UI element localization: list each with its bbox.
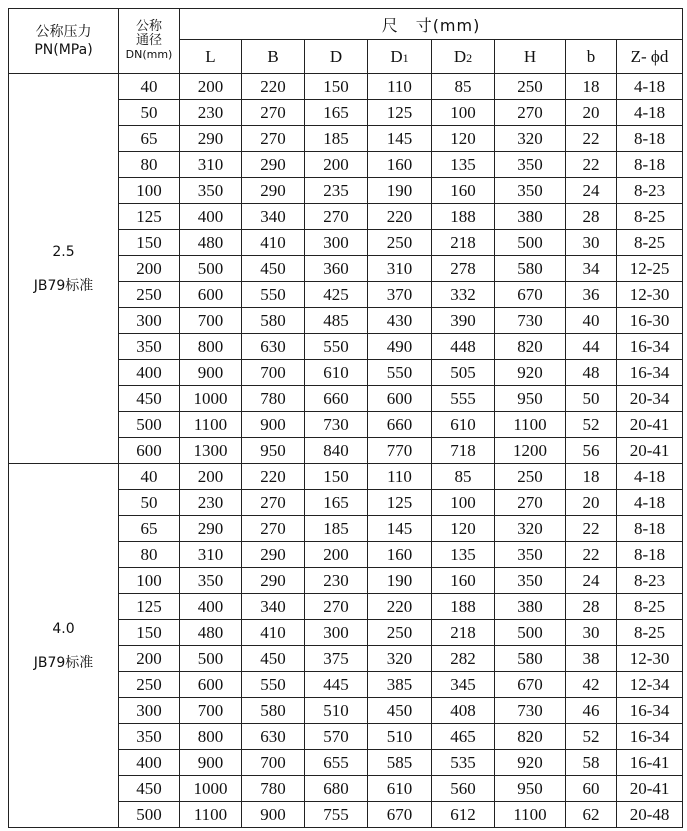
dimension-cell: 185 — [305, 516, 368, 542]
dn-cell: 50 — [119, 100, 180, 126]
dimension-cell: 600 — [368, 386, 432, 412]
dimension-cell: 485 — [305, 308, 368, 334]
dimension-cell: 655 — [305, 750, 368, 776]
dimension-cell: 36 — [566, 282, 617, 308]
subscript: 1 — [402, 50, 409, 65]
dimension-cell: 125 — [368, 100, 432, 126]
dimension-cell: 282 — [432, 646, 495, 672]
dimension-cell: 350 — [495, 542, 566, 568]
dimension-cell: 8-23 — [617, 568, 683, 594]
dimension-cell: 270 — [495, 490, 566, 516]
dimension-cell: 630 — [242, 724, 305, 750]
dimension-cell: 370 — [368, 282, 432, 308]
dimension-cell: 165 — [305, 490, 368, 516]
dimension-cell: 510 — [368, 724, 432, 750]
dimension-cell: 670 — [495, 282, 566, 308]
dimension-cell: 1300 — [180, 438, 242, 464]
dimension-cell: 1100 — [495, 802, 566, 828]
standard-label: JB79标准 — [33, 654, 94, 671]
dimension-cell: 160 — [368, 152, 432, 178]
dimension-cell: 4-18 — [617, 100, 683, 126]
dimension-cell: 350 — [495, 178, 566, 204]
dimension-cell: 410 — [242, 230, 305, 256]
dimension-cell: 22 — [566, 542, 617, 568]
table-body — [9, 74, 683, 828]
dn-cell: 450 — [119, 776, 180, 802]
dimension-cell: 200 — [180, 464, 242, 490]
dimension-cell: 8-25 — [617, 204, 683, 230]
dimension-cell: 580 — [495, 256, 566, 282]
dimension-cell: 320 — [368, 646, 432, 672]
dn-cell: 200 — [119, 256, 180, 282]
dimension-cell: 220 — [368, 204, 432, 230]
dn-cell: 400 — [119, 360, 180, 386]
dimension-cell: 290 — [242, 542, 305, 568]
dimension-cell: 270 — [242, 126, 305, 152]
dimension-cell: 550 — [368, 360, 432, 386]
dimension-cell: 550 — [242, 282, 305, 308]
dn-cell: 40 — [119, 464, 180, 490]
size-header: 尺 寸(mm) — [180, 9, 683, 40]
dimension-cell: 185 — [305, 126, 368, 152]
dimension-cell: 270 — [305, 204, 368, 230]
dimension-cell: 950 — [495, 776, 566, 802]
dimension-cell: 900 — [242, 412, 305, 438]
dimension-cell: 16-34 — [617, 724, 683, 750]
dimension-cell: 220 — [242, 74, 305, 100]
dn-cell: 150 — [119, 230, 180, 256]
dimension-cell: 24 — [566, 178, 617, 204]
dimension-cell: 730 — [495, 308, 566, 334]
dimension-cell: 16-34 — [617, 360, 683, 386]
dimension-cell: 46 — [566, 698, 617, 724]
dimension-cell: 16-34 — [617, 698, 683, 724]
dimension-cell: 820 — [495, 334, 566, 360]
dimension-cell: 56 — [566, 438, 617, 464]
dn-cell: 125 — [119, 594, 180, 620]
dn-cell: 80 — [119, 152, 180, 178]
dimension-cell: 1200 — [495, 438, 566, 464]
dimension-cell: 670 — [368, 802, 432, 828]
diameter-label-2: 通径 — [135, 33, 162, 48]
dimension-cell: 500 — [180, 256, 242, 282]
dimension-cell: 22 — [566, 126, 617, 152]
dimension-cell: 100 — [432, 490, 495, 516]
dimension-cell: 270 — [495, 100, 566, 126]
dimension-cell: 300 — [305, 230, 368, 256]
dimension-cell: 8-25 — [617, 230, 683, 256]
dimension-cell: 85 — [432, 74, 495, 100]
dimension-cell: 235 — [305, 178, 368, 204]
dimension-cell: 12-30 — [617, 646, 683, 672]
dimension-cell: 20-48 — [617, 802, 683, 828]
dimension-cell: 230 — [180, 490, 242, 516]
dimension-cell: 448 — [432, 334, 495, 360]
dimension-cell: 580 — [242, 698, 305, 724]
dimension-cell: 660 — [305, 386, 368, 412]
dimension-cell: 62 — [566, 802, 617, 828]
pressure-label: 公称压力 — [35, 24, 92, 40]
dimension-cell: 18 — [566, 464, 617, 490]
dimension-cell: 450 — [242, 646, 305, 672]
dimension-cell: 375 — [305, 646, 368, 672]
dimension-cell: 270 — [242, 100, 305, 126]
col-header-H: H — [495, 40, 566, 74]
dimension-cell: 28 — [566, 204, 617, 230]
dimension-cell: 230 — [180, 100, 242, 126]
dimension-cell: 4-18 — [617, 74, 683, 100]
dimension-cell: 500 — [495, 620, 566, 646]
dimension-cell: 920 — [495, 360, 566, 386]
dimension-cell: 24 — [566, 568, 617, 594]
dimension-cell: 310 — [180, 542, 242, 568]
dn-cell: 200 — [119, 646, 180, 672]
dimension-cell: 22 — [566, 516, 617, 542]
dimension-cell: 920 — [495, 750, 566, 776]
dimension-cell: 16-34 — [617, 334, 683, 360]
dimension-cell: 410 — [242, 620, 305, 646]
dn-cell: 450 — [119, 386, 180, 412]
dimension-cell: 700 — [180, 308, 242, 334]
dimension-cell: 12-25 — [617, 256, 683, 282]
dimension-cell: 480 — [180, 620, 242, 646]
dimension-cell: 250 — [368, 230, 432, 256]
dimension-cell: 490 — [368, 334, 432, 360]
pressure-group-cell — [9, 74, 119, 464]
dimension-cell: 610 — [432, 412, 495, 438]
dimension-cell: 160 — [368, 542, 432, 568]
dimension-cell: 800 — [180, 334, 242, 360]
dimension-cell: 52 — [566, 724, 617, 750]
dimension-cell: 220 — [368, 594, 432, 620]
dimension-cell: 34 — [566, 256, 617, 282]
dn-cell: 500 — [119, 412, 180, 438]
dimension-cell: 145 — [368, 516, 432, 542]
dimension-cell: 4-18 — [617, 464, 683, 490]
dimension-cell: 700 — [180, 698, 242, 724]
dimension-cell: 445 — [305, 672, 368, 698]
dimension-cell: 600 — [180, 672, 242, 698]
dimension-cell: 165 — [305, 100, 368, 126]
dimension-cell: 730 — [495, 698, 566, 724]
dimension-cell: 270 — [242, 490, 305, 516]
dimension-cell: 8-18 — [617, 126, 683, 152]
dimension-cell: 160 — [432, 178, 495, 204]
dimension-cell: 900 — [242, 802, 305, 828]
dimension-cell: 218 — [432, 620, 495, 646]
dimension-cell: 120 — [432, 126, 495, 152]
dimension-cell: 400 — [180, 204, 242, 230]
dimension-cell: 450 — [242, 256, 305, 282]
dimension-cell: 380 — [495, 594, 566, 620]
dimension-cell: 100 — [432, 100, 495, 126]
dimension-cell: 670 — [495, 672, 566, 698]
dn-cell: 500 — [119, 802, 180, 828]
dimension-cell: 20-41 — [617, 412, 683, 438]
dimension-cell: 22 — [566, 152, 617, 178]
dimension-cell: 780 — [242, 386, 305, 412]
dimension-cell: 340 — [242, 204, 305, 230]
dimension-cell: 345 — [432, 672, 495, 698]
dn-cell: 65 — [119, 516, 180, 542]
dimension-cell: 840 — [305, 438, 368, 464]
dimension-cell: 4-18 — [617, 490, 683, 516]
dn-cell: 600 — [119, 438, 180, 464]
dimension-cell: 120 — [432, 516, 495, 542]
dimension-cell: 30 — [566, 620, 617, 646]
dimension-cell: 200 — [305, 152, 368, 178]
dimension-cell: 250 — [368, 620, 432, 646]
dimension-cell: 110 — [368, 464, 432, 490]
dimension-cell: 135 — [432, 542, 495, 568]
dimension-cell: 160 — [432, 568, 495, 594]
dimension-cell: 16-41 — [617, 750, 683, 776]
dimension-cell: 350 — [180, 568, 242, 594]
dimension-cell: 230 — [305, 568, 368, 594]
dimension-cell: 585 — [368, 750, 432, 776]
dimension-cell: 60 — [566, 776, 617, 802]
dimension-cell: 350 — [495, 152, 566, 178]
pressure-value: 2.5 — [52, 243, 75, 260]
dimension-cell: 950 — [242, 438, 305, 464]
dimension-cell: 580 — [242, 308, 305, 334]
dimension-cell: 755 — [305, 802, 368, 828]
dimension-cell: 610 — [368, 776, 432, 802]
dimension-cell: 380 — [495, 204, 566, 230]
dimension-cell: 150 — [305, 464, 368, 490]
dimension-cell: 505 — [432, 360, 495, 386]
dimension-cell: 310 — [368, 256, 432, 282]
dimension-cell: 290 — [180, 126, 242, 152]
col-header-b: b — [566, 40, 617, 74]
dimension-cell: 580 — [495, 646, 566, 672]
dimension-cell: 340 — [242, 594, 305, 620]
dimension-cell: 125 — [368, 490, 432, 516]
dimension-cell: 42 — [566, 672, 617, 698]
dimension-cell: 44 — [566, 334, 617, 360]
dimension-cell: 8-18 — [617, 516, 683, 542]
dimension-cell: 20 — [566, 100, 617, 126]
dimension-cell: 465 — [432, 724, 495, 750]
dimension-cell: 350 — [180, 178, 242, 204]
dimension-cell: 278 — [432, 256, 495, 282]
dimension-cell: 20-41 — [617, 438, 683, 464]
dn-cell: 300 — [119, 308, 180, 334]
dn-cell: 300 — [119, 698, 180, 724]
dimension-cell: 500 — [495, 230, 566, 256]
dimension-cell: 480 — [180, 230, 242, 256]
dimension-cell: 510 — [305, 698, 368, 724]
dimension-cell: 430 — [368, 308, 432, 334]
dimension-cell: 38 — [566, 646, 617, 672]
dn-cell: 250 — [119, 282, 180, 308]
dimension-cell: 535 — [432, 750, 495, 776]
dimension-cell: 250 — [495, 74, 566, 100]
pressure-header — [9, 9, 119, 74]
col-header-D: D — [305, 40, 368, 74]
diameter-header — [119, 9, 180, 74]
dimension-cell: 290 — [242, 568, 305, 594]
dimension-cell: 360 — [305, 256, 368, 282]
pressure-group-cell — [9, 464, 119, 828]
dn-cell: 40 — [119, 74, 180, 100]
col-header-D2 — [432, 40, 495, 74]
dimension-cell: 220 — [242, 464, 305, 490]
standard-label: JB79标准 — [33, 277, 94, 294]
col-header-B: B — [242, 40, 305, 74]
dimension-cell: 385 — [368, 672, 432, 698]
dimension-cell: 8-25 — [617, 594, 683, 620]
dn-cell: 125 — [119, 204, 180, 230]
dimension-cell: 20-41 — [617, 776, 683, 802]
col-header-D1 — [368, 40, 432, 74]
dimension-cell: 20-34 — [617, 386, 683, 412]
dimension-cell: 425 — [305, 282, 368, 308]
dimension-cell: 408 — [432, 698, 495, 724]
dimension-cell: 8-18 — [617, 542, 683, 568]
dimension-cell: 290 — [242, 178, 305, 204]
dimension-cell: 12-34 — [617, 672, 683, 698]
dimension-cell: 570 — [305, 724, 368, 750]
dimension-cell: 800 — [180, 724, 242, 750]
dimension-cell: 630 — [242, 334, 305, 360]
dimension-cell: 28 — [566, 594, 617, 620]
dimension-cell: 190 — [368, 178, 432, 204]
dimension-cell: 270 — [305, 594, 368, 620]
col-header-holes: Z- ϕd — [617, 40, 683, 74]
dimension-cell: 188 — [432, 204, 495, 230]
dimension-cell: 350 — [495, 568, 566, 594]
dimension-cell: 900 — [180, 360, 242, 386]
dn-cell: 350 — [119, 334, 180, 360]
dn-cell: 150 — [119, 620, 180, 646]
dimension-cell: 660 — [368, 412, 432, 438]
dn-cell: 250 — [119, 672, 180, 698]
dimension-cell: 1000 — [180, 386, 242, 412]
dimension-cell: 730 — [305, 412, 368, 438]
dimension-cell: 560 — [432, 776, 495, 802]
col-header-L: L — [180, 40, 242, 74]
dimension-cell: 48 — [566, 360, 617, 386]
dimension-cell: 12-30 — [617, 282, 683, 308]
dimension-cell: 718 — [432, 438, 495, 464]
dimension-cell: 290 — [242, 152, 305, 178]
dimension-cell: 250 — [495, 464, 566, 490]
dn-cell: 350 — [119, 724, 180, 750]
table-row — [9, 74, 683, 100]
dimension-cell: 610 — [305, 360, 368, 386]
dn-cell: 400 — [119, 750, 180, 776]
dimension-cell: 450 — [368, 698, 432, 724]
dimension-cell: 680 — [305, 776, 368, 802]
dimension-cell: 400 — [180, 594, 242, 620]
diameter-unit: DN(mm) — [125, 48, 173, 61]
diameter-label-1: 公称 — [135, 19, 162, 34]
dimension-cell: 58 — [566, 750, 617, 776]
dimension-cell: 8-18 — [617, 152, 683, 178]
dimension-cell: 1100 — [180, 412, 242, 438]
dimension-cell: 550 — [242, 672, 305, 698]
subscript: 2 — [466, 50, 473, 65]
table-row — [9, 464, 683, 490]
dimension-cell: 550 — [305, 334, 368, 360]
dn-cell: 100 — [119, 178, 180, 204]
dimension-cell: 145 — [368, 126, 432, 152]
dimension-cell: 555 — [432, 386, 495, 412]
dimension-cell: 320 — [495, 516, 566, 542]
dimension-cell: 950 — [495, 386, 566, 412]
dimension-cell: 332 — [432, 282, 495, 308]
dimension-cell: 600 — [180, 282, 242, 308]
dimension-cell: 1100 — [180, 802, 242, 828]
dimension-cell: 310 — [180, 152, 242, 178]
dimension-cell: 320 — [495, 126, 566, 152]
flange-dimension-table — [8, 8, 683, 828]
dimension-cell: 50 — [566, 386, 617, 412]
col-header-D2-text: D2 — [453, 46, 473, 66]
dimension-cell: 300 — [305, 620, 368, 646]
dimension-cell: 30 — [566, 230, 617, 256]
dimension-cell: 20 — [566, 490, 617, 516]
dimension-cell: 700 — [242, 750, 305, 776]
col-header-D1-text: D1 — [390, 46, 409, 66]
dimension-cell: 18 — [566, 74, 617, 100]
dimension-cell: 190 — [368, 568, 432, 594]
dimension-cell: 900 — [180, 750, 242, 776]
dimension-cell: 612 — [432, 802, 495, 828]
dimension-cell: 85 — [432, 464, 495, 490]
dimension-cell: 135 — [432, 152, 495, 178]
dimension-cell: 700 — [242, 360, 305, 386]
dimension-cell: 270 — [242, 516, 305, 542]
dimension-cell: 290 — [180, 516, 242, 542]
dn-cell: 50 — [119, 490, 180, 516]
dimension-cell: 150 — [305, 74, 368, 100]
dimension-cell: 16-30 — [617, 308, 683, 334]
dn-cell: 100 — [119, 568, 180, 594]
dimension-cell: 8-25 — [617, 620, 683, 646]
dn-cell: 65 — [119, 126, 180, 152]
dimension-cell: 770 — [368, 438, 432, 464]
dimension-cell: 110 — [368, 74, 432, 100]
dimension-cell: 200 — [305, 542, 368, 568]
dimension-cell: 500 — [180, 646, 242, 672]
dimension-cell: 52 — [566, 412, 617, 438]
dimension-cell: 820 — [495, 724, 566, 750]
dimension-cell: 218 — [432, 230, 495, 256]
pressure-unit: PN(MPa) — [34, 42, 93, 58]
dimension-cell: 390 — [432, 308, 495, 334]
dimension-cell: 780 — [242, 776, 305, 802]
dn-cell: 80 — [119, 542, 180, 568]
dimension-cell: 200 — [180, 74, 242, 100]
dimension-cell: 8-23 — [617, 178, 683, 204]
dimension-cell: 1000 — [180, 776, 242, 802]
dimension-cell: 188 — [432, 594, 495, 620]
dimension-cell: 40 — [566, 308, 617, 334]
pressure-value: 4.0 — [52, 620, 75, 637]
dimension-cell: 1100 — [495, 412, 566, 438]
